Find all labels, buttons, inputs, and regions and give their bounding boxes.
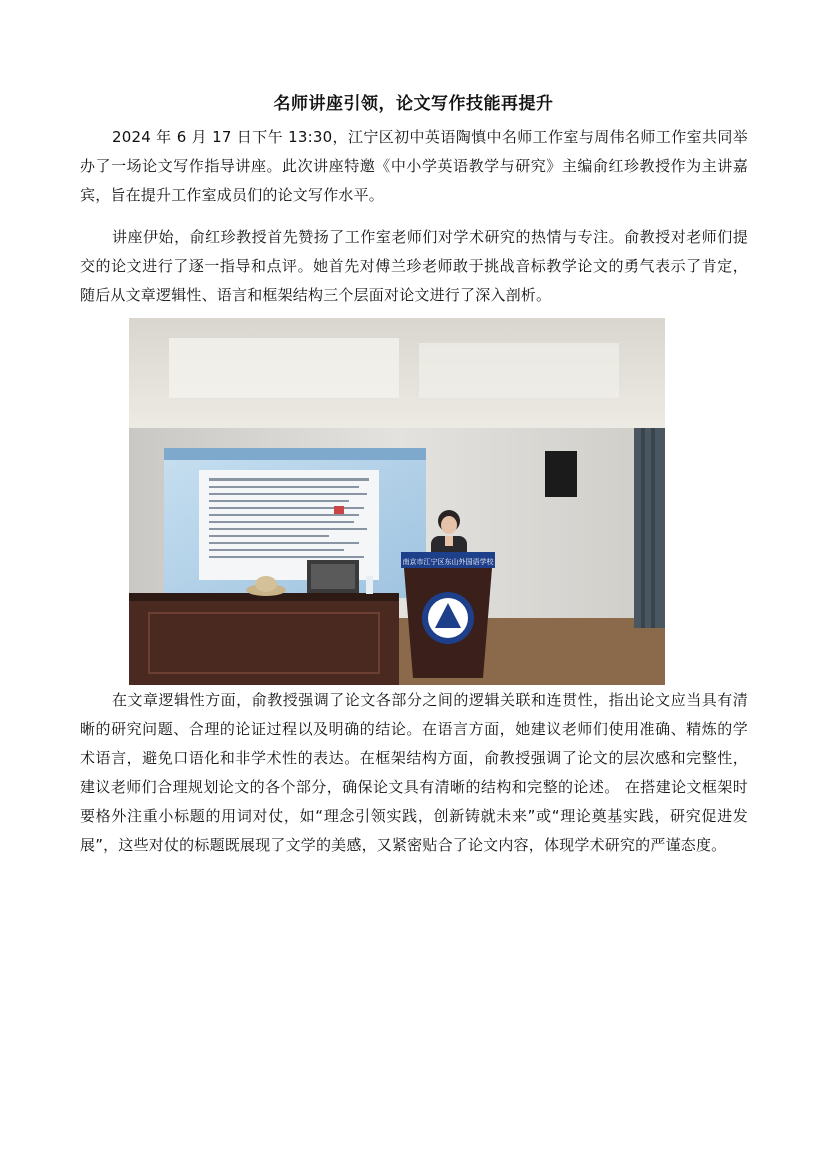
- article-title: 名师讲座引领，论文写作技能再提升: [273, 94, 554, 114]
- paragraph-opening: 讲座伊始，俞红珍教授首先赞扬了工作室老师们对学术研究的热情与专注。俞教授对老师们提交的论文进行了逐一指导和点评。她首先对傅兰珍老师敢于挑战音标教学论文的勇气表示了肯定，随后从文章逻辑性、语言和框架结构三个层面对论文进行了深入剖析。: [80, 228, 748, 304]
- wall-speaker: [545, 451, 577, 497]
- paragraph-analysis: 在文章逻辑性方面，俞教授强调了论文各部分之间的逻辑关联和连贯性，指出论文应当具有清晰的研究问题、合理的论证过程以及明确的结论。在语言方面，她建议老师们使用准确、精炼的学术语言，避免口语化和非学术性的表达。在框架结构方面，俞教授强调了论文的层次感和完整性，建议老师们合理规划论文的各个部分，确保论文具有清晰的结构和完整的论述。 在搭建论文框架时要格外注重小标题的用词对仗，如“理念引领实践，创新铸就未来”或“理论奠基实践，研究促进发展”，这些对仗的标题既展现了文学的美感，又紧密贴合了论文内容，体现学术研究的严谨态度。: [80, 691, 748, 854]
- lecture-photo: [129, 318, 665, 685]
- podium-sign-text: 南京市江宁区东山外国语学校: [402, 558, 494, 566]
- podium: [401, 552, 495, 678]
- curtain: [634, 428, 665, 628]
- front-table: [129, 593, 399, 685]
- paragraph-intro: 2024 年 6 月 17 日下午 13:30，江宁区初中英语陶慎中名师工作室与周伟名师工作室共同举办了一场论文写作指导讲座。此次讲座特邀《中小学英语教学与研究》主编俞红珍教授作为主讲嘉宾，旨在提升工作室成员们的论文写作水平。: [80, 128, 748, 204]
